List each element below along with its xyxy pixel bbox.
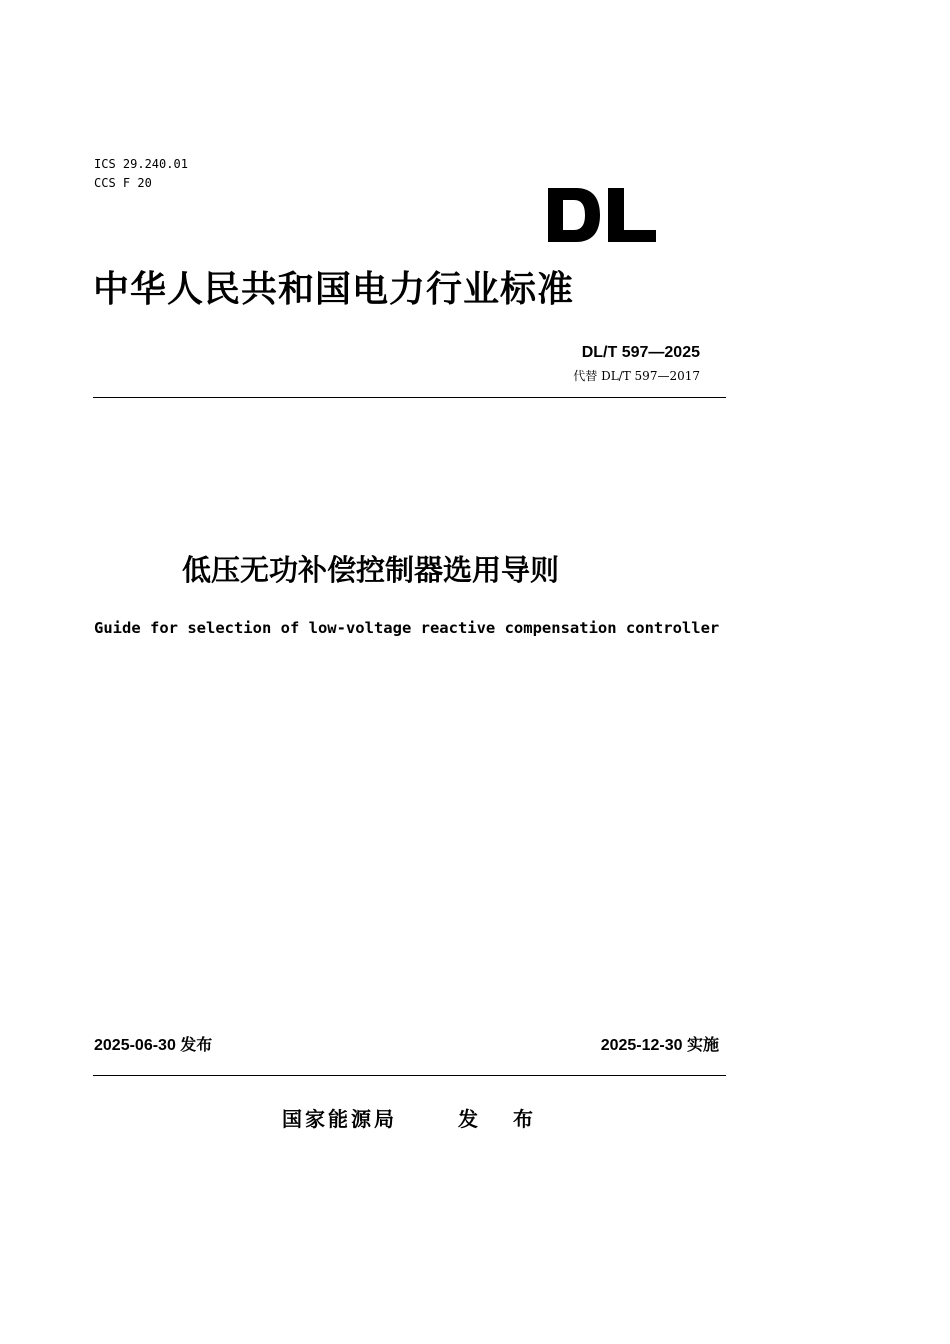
top-divider xyxy=(93,397,726,398)
implement-date: 2025-12-30 实施 xyxy=(600,1037,719,1054)
document-title-chinese: 低压无功补偿控制器选用导则 xyxy=(182,553,560,587)
standard-number: DL/T 597—2025 xyxy=(581,344,700,361)
standard-category-title: 中华人民共和国电力行业标准 xyxy=(93,269,575,310)
dl-logo xyxy=(546,186,658,244)
replaces-standard: 代替 DL/T 597—2017 xyxy=(573,369,700,383)
bottom-divider xyxy=(93,1075,726,1076)
issue-label: 发 布 xyxy=(458,1107,547,1131)
publish-date: 2025-06-30 发布 xyxy=(94,1037,213,1054)
document-title-english: Guide for selection of low-voltage reactive compensation controller xyxy=(94,619,720,637)
issuing-authority: 国家能源局 xyxy=(282,1107,397,1131)
ccs-code: CCS F 20 xyxy=(94,176,152,190)
ics-code: ICS 29.240.01 xyxy=(94,157,188,171)
